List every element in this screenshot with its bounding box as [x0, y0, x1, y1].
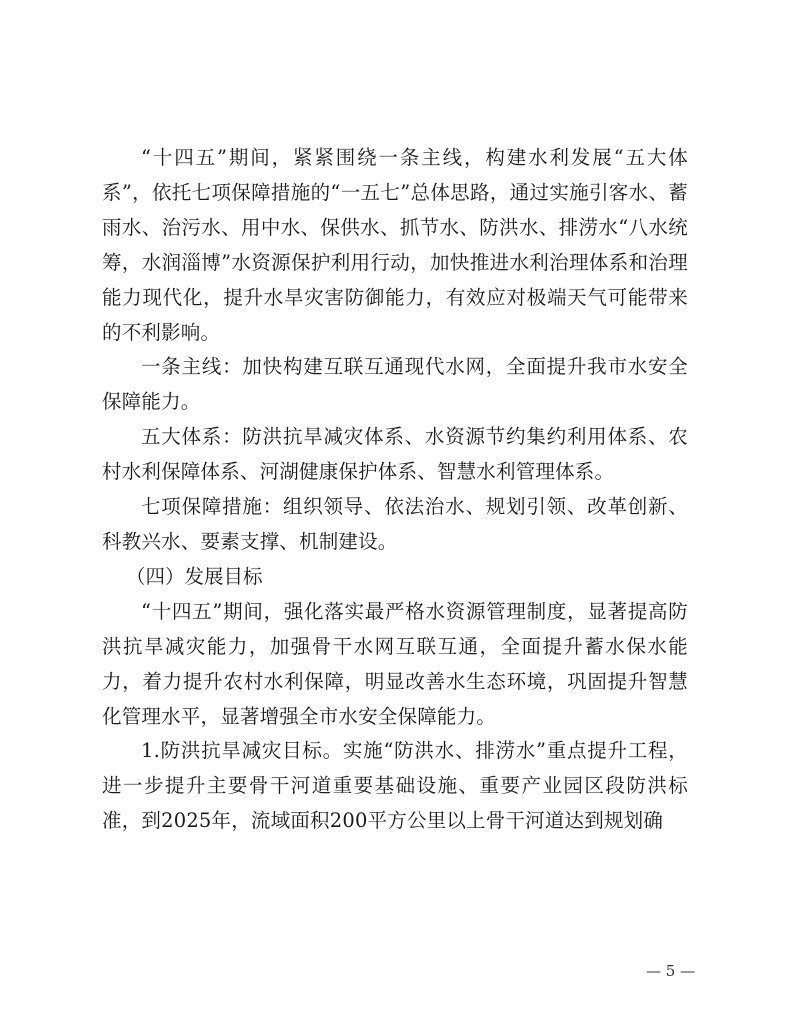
page-number: — 5 — — [646, 962, 696, 980]
paragraph-main-line: 一条主线：加快构建互联互通现代水网，全面提升我市水安全保障能力。 — [102, 355, 688, 414]
paragraph-seven-measures: 七项保障措施：组织领导、依法治水、规划引领、改革创新、科教兴水、要素支撑、机制建设。 — [102, 495, 688, 553]
section-heading-development-goals: （四）发展目标 — [126, 564, 263, 588]
paragraph-overall-approach: “十四五”期间，紧紧围绕一条主线，构建水利发展“五大体系”，依托七项保障措施的“一五七”总体思路，通过实施引客水、蓄雨水、治污水、用中水、保供水、抓节水、防洪水、排涝水“八水统筹，水润淄博”水资源保护利用行动，加快推进水利治理体系和治理能力现代化，提升水旱灾害防御能力，有效应对极端天气可能带来的不利影响。 — [102, 146, 688, 344]
paragraph-goals-overview: “十四五”期间，强化落实最严格水资源管理制度，显著提高防洪抗旱减灾能力，加强骨干水网互联互通，全面提升蓄水保水能力，着力提升农村水利保障，明显改善水生态环境，巩固提升智慧化管理水平，显著增强全市水安全保障能力。 — [102, 599, 688, 728]
document-body — [102, 141, 688, 839]
paragraph-five-systems: 五大体系：防洪抗旱减灾体系、水资源节约集约利用体系、农村水利保障体系、河湖健康保护体系、智慧水利管理体系。 — [102, 425, 688, 484]
paragraph-flood-drought-goal: 1.防洪抗旱减灾目标。实施“防洪水、排涝水”重点提升工程，进一步提升主要骨干河道重要基础设施、重要产业园区段防洪标准，到2025年，流域面积200平方公里以上骨干河道达到规划确 — [102, 739, 688, 833]
